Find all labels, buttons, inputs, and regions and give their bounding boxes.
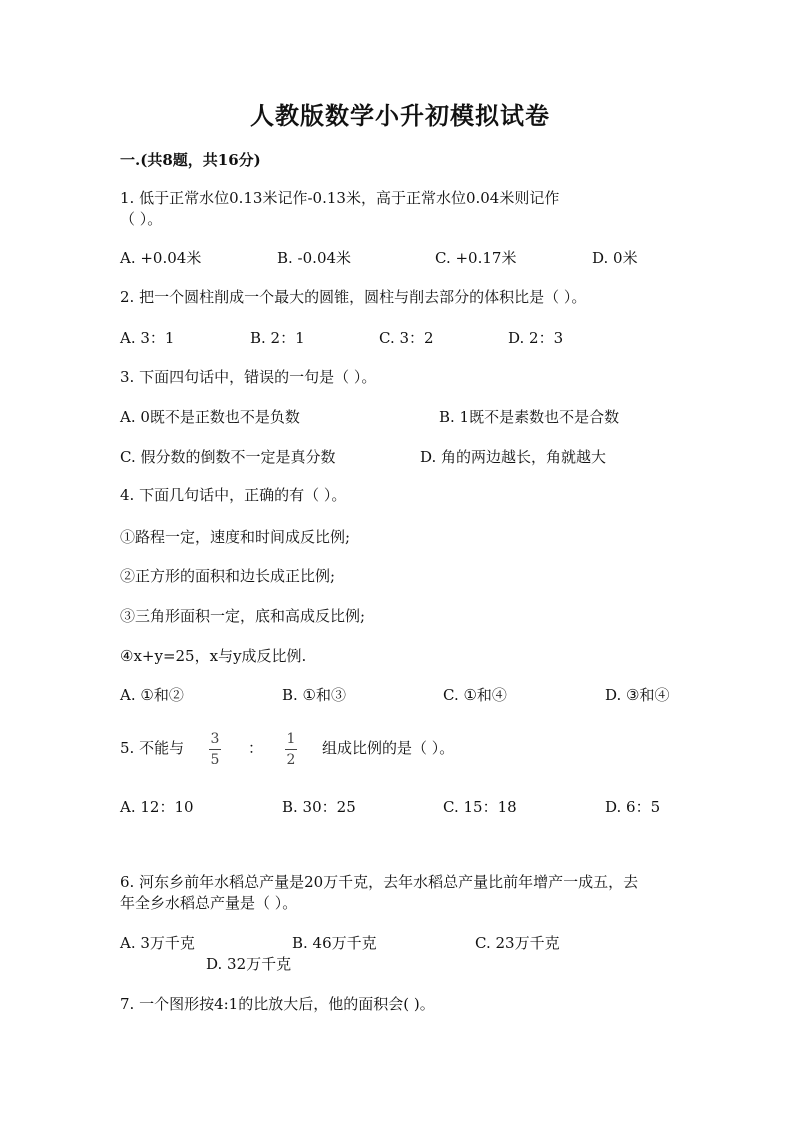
option-c: C. ①和④	[443, 686, 507, 704]
option-c: C. 假分数的倒数不一定是真分数	[120, 448, 336, 466]
page-title: 人教版数学小升初模拟试卷	[250, 101, 550, 130]
option-d: D. 32万千克	[206, 955, 292, 973]
question-stem-continued: （ ）。	[120, 210, 163, 228]
option-d: D. 6：5	[605, 798, 661, 816]
question-stem: 6. 河东乡前年水稻总产量是20万千克，去年水稻总产量比前年增产一成五，去	[120, 873, 639, 891]
question-stem-prefix: 5. 不能与	[120, 739, 185, 757]
option-a: A. 12：10	[120, 798, 194, 816]
option-c: C. 15：18	[443, 798, 517, 816]
fraction-numerator: 1	[286, 731, 296, 747]
statement-2: ②正方形的面积和边长成正比例;	[120, 567, 336, 585]
question-stem: 7. 一个图形按4:1的比放大后，他的面积会( )。	[120, 995, 435, 1013]
statement-4: ④x+y=25，x与y成反比例.	[120, 647, 307, 665]
option-b: B. 46万千克	[292, 934, 377, 952]
option-c: C. +0.17米	[435, 249, 517, 267]
fraction-denominator: 5	[210, 752, 220, 768]
question-stem: 4. 下面几句话中，正确的有（ ）。	[120, 486, 347, 504]
option-d: D. 0米	[592, 249, 638, 267]
fraction-bar	[209, 749, 221, 750]
option-a: A. +0.04米	[120, 249, 202, 267]
option-c: C. 3：2	[379, 329, 434, 347]
option-c: C. 23万千克	[475, 934, 560, 952]
fraction-1-2	[285, 730, 297, 769]
option-b: B. 2：1	[250, 329, 305, 347]
section-heading: 一.(共8题，共16分)	[120, 151, 261, 169]
question-stem: 1. 低于正常水位0.13米记作-0.13米，高于正常水位0.04米则记作	[120, 189, 560, 207]
question-stem-continued: 年全乡水稻总产量是（ ）。	[120, 894, 298, 912]
question-stem-suffix: 组成比例的是（ ）。	[322, 739, 455, 757]
ratio-colon: ：	[248, 739, 264, 757]
option-b: B. 30：25	[282, 798, 356, 816]
option-d: D. 2：3	[508, 329, 564, 347]
statement-3: ③三角形面积一定，底和高成反比例;	[120, 607, 366, 625]
option-a: A. 3：1	[120, 329, 175, 347]
fraction-denominator: 2	[286, 752, 296, 768]
option-a: A. 0既不是正数也不是负数	[120, 408, 300, 426]
fraction-numerator: 3	[210, 731, 220, 747]
option-d: D. ③和④	[605, 686, 670, 704]
question-stem: 3. 下面四句话中，错误的一句是（ ）。	[120, 368, 377, 386]
option-a: A. 3万千克	[120, 934, 195, 952]
option-d: D. 角的两边越长，角就越大	[420, 448, 607, 466]
option-a: A. ①和②	[120, 686, 184, 704]
option-b: B. 1既不是素数也不是合数	[439, 408, 620, 426]
option-b: B. -0.04米	[277, 249, 352, 267]
option-b: B. ①和③	[282, 686, 347, 704]
fraction-bar	[285, 749, 297, 750]
question-stem: 2. 把一个圆柱削成一个最大的圆锥，圆柱与削去部分的体积比是（ ）。	[120, 288, 587, 306]
statement-1: ①路程一定，速度和时间成反比例;	[120, 528, 351, 546]
fraction-3-5	[209, 730, 221, 769]
